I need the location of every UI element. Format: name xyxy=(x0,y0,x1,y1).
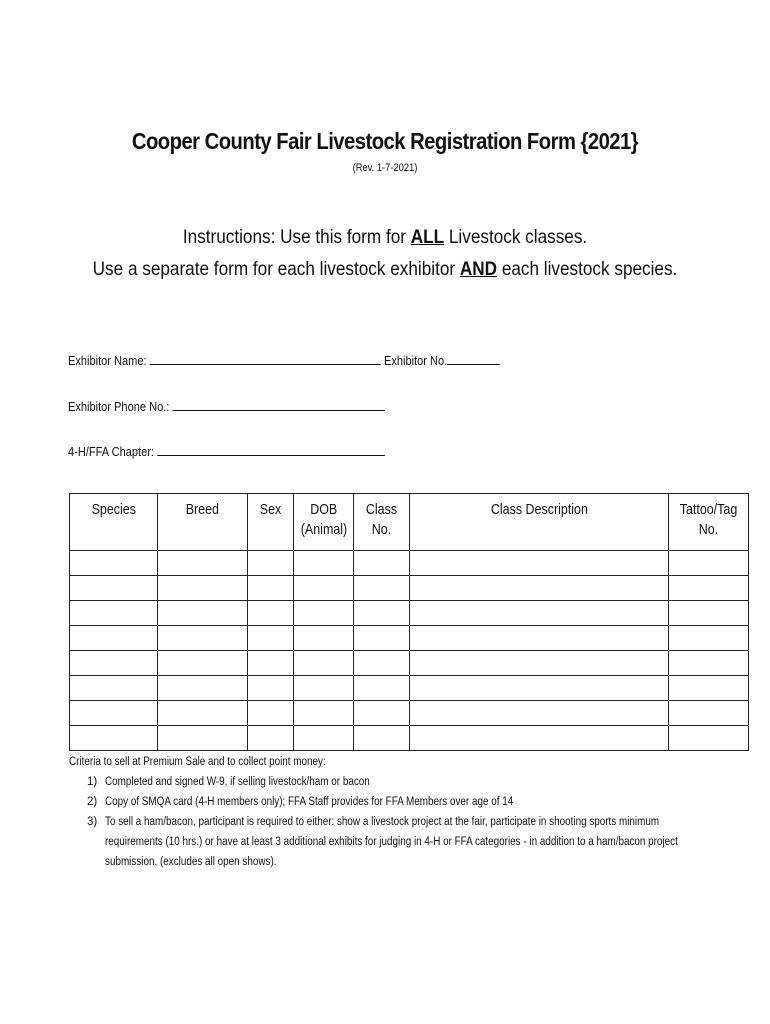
table-cell[interactable] xyxy=(70,551,158,576)
chapter-label: 4-H/FFA Chapter: xyxy=(68,444,154,459)
instructions-line-1-pre: Instructions: Use this form for xyxy=(182,226,411,248)
table-cell[interactable] xyxy=(354,651,410,676)
table-cell[interactable] xyxy=(354,601,410,626)
table-row xyxy=(70,701,749,726)
table-cell[interactable] xyxy=(354,726,410,751)
col-header-tattoo-tag-no: Tattoo/Tag No. xyxy=(669,494,749,551)
exhibitor-name-label: Exhibitor Name: xyxy=(68,353,147,368)
table-cell[interactable] xyxy=(410,601,669,626)
instructions-line-2 xyxy=(46,258,724,281)
table-cell[interactable] xyxy=(158,551,248,576)
exhibitor-no-field[interactable] xyxy=(447,352,500,365)
table-row xyxy=(70,626,749,651)
table-cell[interactable] xyxy=(158,701,248,726)
instructions-line-2-pre: Use a separate form for each livestock exhibitor xyxy=(92,258,460,280)
table-cell[interactable] xyxy=(354,626,410,651)
table-row xyxy=(70,551,749,576)
table-cell[interactable] xyxy=(669,701,749,726)
table-row xyxy=(70,676,749,701)
table-cell[interactable] xyxy=(248,676,294,701)
exhibitor-name-field[interactable] xyxy=(150,352,381,365)
col-header-dob-sub: (Animal) xyxy=(300,522,347,538)
table-cell[interactable] xyxy=(70,726,158,751)
table-cell[interactable] xyxy=(158,626,248,651)
table-cell[interactable] xyxy=(248,726,294,751)
col-header-dob: DOB (Animal) xyxy=(294,494,354,551)
table-cell[interactable] xyxy=(70,576,158,601)
table-cell[interactable] xyxy=(669,601,749,626)
table-row xyxy=(70,576,749,601)
livestock-registration-table xyxy=(69,493,749,751)
table-cell[interactable] xyxy=(294,726,354,751)
instructions-emph-and: AND xyxy=(459,258,498,280)
table-cell[interactable] xyxy=(354,576,410,601)
exhibitor-name-row xyxy=(68,352,500,368)
table-cell[interactable] xyxy=(294,576,354,601)
table-cell[interactable] xyxy=(294,651,354,676)
table-row xyxy=(70,601,749,626)
table-cell[interactable] xyxy=(294,701,354,726)
table-cell[interactable] xyxy=(669,576,749,601)
instructions-emph-all: ALL xyxy=(410,226,445,248)
col-header-class-no: Class No. xyxy=(354,494,410,551)
table-cell[interactable] xyxy=(248,551,294,576)
table-cell[interactable] xyxy=(70,701,158,726)
table-cell[interactable] xyxy=(354,701,410,726)
table-cell[interactable] xyxy=(294,551,354,576)
table-cell[interactable] xyxy=(158,576,248,601)
table-cell[interactable] xyxy=(158,651,248,676)
sale-criteria xyxy=(69,752,709,872)
table-cell[interactable] xyxy=(70,676,158,701)
chapter-row xyxy=(68,443,385,459)
exhibitor-phone-row xyxy=(68,398,385,414)
table-cell[interactable] xyxy=(669,676,749,701)
table-cell[interactable] xyxy=(354,676,410,701)
instructions-line-2-post: each livestock species. xyxy=(497,258,678,280)
table-cell[interactable] xyxy=(70,601,158,626)
table-cell[interactable] xyxy=(410,576,669,601)
table-cell[interactable] xyxy=(669,551,749,576)
table-cell[interactable] xyxy=(294,601,354,626)
table-header-row xyxy=(70,494,749,551)
criteria-item: 3) To sell a ham/bacon, participant is required to either: show a livestock project at the fair, participate in shooting sports minimum requirements (10 hrs.) or have at least 3 additional exhibits for judging in 4-H or FFA categories - in addition to a ham/bacon project submission, (excludes all open shows). xyxy=(87,816,678,868)
exhibitor-phone-label: Exhibitor Phone No.: xyxy=(68,399,170,414)
table-cell[interactable] xyxy=(158,676,248,701)
instructions-line-1-post: Livestock classes. xyxy=(444,226,588,248)
table-cell[interactable] xyxy=(410,626,669,651)
table-cell[interactable] xyxy=(248,701,294,726)
exhibitor-no-label: Exhibitor No. xyxy=(383,353,448,368)
table-cell[interactable] xyxy=(248,601,294,626)
table-cell[interactable] xyxy=(294,676,354,701)
table-row xyxy=(70,651,749,676)
table-cell[interactable] xyxy=(354,551,410,576)
table-cell[interactable] xyxy=(410,701,669,726)
chapter-field[interactable] xyxy=(157,443,385,456)
table-cell[interactable] xyxy=(70,651,158,676)
col-header-class-description: Class Description xyxy=(410,494,669,551)
col-header-breed: Breed xyxy=(158,494,248,551)
col-header-sex: Sex xyxy=(248,494,294,551)
revision-date: (Rev. 1-7-2021) xyxy=(352,162,418,174)
table-cell[interactable] xyxy=(70,626,158,651)
criteria-item: 1) Completed and signed W-9, if selling livestock/ham or bacon xyxy=(87,776,370,788)
table-cell[interactable] xyxy=(410,726,669,751)
table-cell[interactable] xyxy=(410,676,669,701)
table-cell[interactable] xyxy=(294,626,354,651)
table-cell[interactable] xyxy=(410,651,669,676)
table-cell[interactable] xyxy=(669,726,749,751)
table-cell[interactable] xyxy=(158,726,248,751)
table-body xyxy=(70,551,749,751)
criteria-item: 2) Copy of SMQA card (4-H members only); FFA Staff provides for FFA Members over age of 14 xyxy=(87,796,514,808)
table-cell[interactable] xyxy=(248,576,294,601)
col-header-species: Species xyxy=(70,494,158,551)
criteria-lead: Criteria to sell at Premium Sale and to collect point money: xyxy=(69,756,326,768)
table-row xyxy=(70,726,749,751)
table-cell[interactable] xyxy=(248,626,294,651)
table-cell[interactable] xyxy=(410,551,669,576)
instructions-line-1 xyxy=(46,226,724,249)
exhibitor-phone-field[interactable] xyxy=(172,398,385,411)
table-cell[interactable] xyxy=(669,626,749,651)
table-cell[interactable] xyxy=(248,651,294,676)
table-cell[interactable] xyxy=(158,601,248,626)
criteria-list xyxy=(69,772,709,872)
table-cell[interactable] xyxy=(669,651,749,676)
form-title: Cooper County Fair Livestock Registration Form {2021} xyxy=(131,128,639,154)
